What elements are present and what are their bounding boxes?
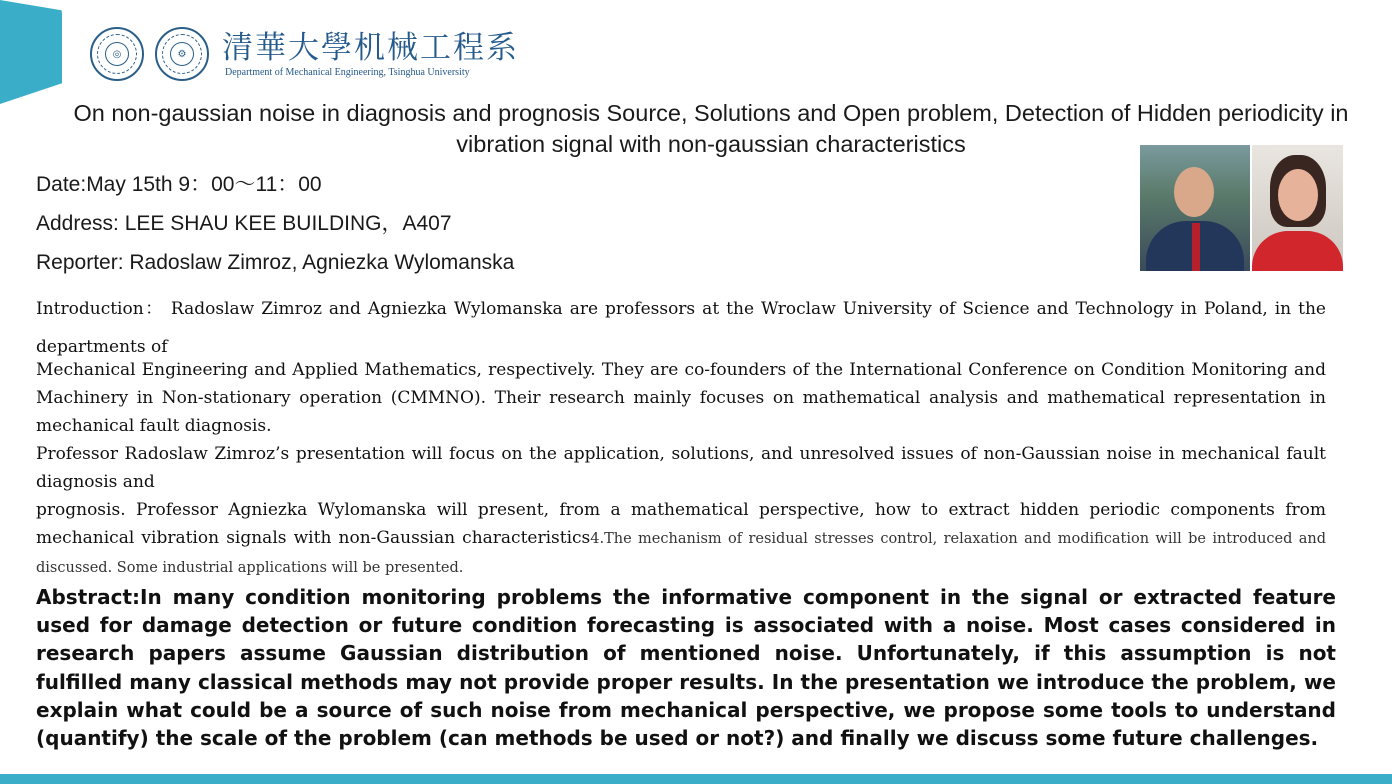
abstract: Abstract:In many condition monitoring problems the informative component in the signal or extracted feature used for damage detection or future condition forecasting is associated with a noise. Most cases considered in research papers assume Gaussian distribution of mentioned noise. Unfortunately, if this assumption is not fulfilled many classical methods may not provide proper results. In the presentation we introduce the problem, we explain what could be a source of such noise from mechanical perspective, we propose some tools to understand (quantify) the scale of the problem (can methods be used or not?) and finally we discuss some future challenges. [36, 585, 1336, 751]
speaker-photo-agniezka-wylomanska [1252, 145, 1343, 271]
event-date: Date:May 15th 9：00～11：00 [36, 173, 322, 196]
corner-decoration [0, 0, 62, 104]
introduction-paragraph: Professor Radoslaw Zimroz’s presentation will focus on the application, solutions, and unresolved issues of non-Gaussian noise in mechanical fault diagnosis and [36, 444, 1326, 492]
page-title: On non-gaussian noise in diagnosis and prognosis Source, Solutions and Open problem, Detection of Hidden periodicity in vibration signal with non-gaussian characteristics [73, 100, 1349, 157]
brand-chinese-name: 清華大學机械工程系 [222, 30, 519, 66]
photo-figure [1192, 223, 1200, 271]
department-seal-logo [155, 27, 209, 81]
brand-english-name: Department of Mechanical Engineering, Tsinghua University [225, 67, 470, 78]
introduction-extra-text: 4.The mechanism of residual stresses control, relaxation and modification will be introduced and discussed. Some industrial applications will be presented. [36, 531, 1327, 576]
photo-figure [1174, 167, 1214, 217]
photo-figure [1252, 231, 1343, 271]
event-reporter: Reporter: Radoslaw Zimroz, Agniezka Wylomanska [36, 251, 515, 274]
introduction-lead: Introduction： Radoslaw Zimroz and Agniezka Wylomanska are professors at the Wroclaw University of Science and Technology in Poland, in the departments of [36, 299, 1326, 357]
speaker-photo-radoslaw-zimroz [1140, 145, 1250, 271]
introduction-text: prognosis. Professor Agniezka Wylomanska will present, from a mathematical perspective, how to extract hidden periodic components from mechanical vibration signals with non-Gaussian characteristics [36, 500, 1326, 548]
photo-figure [1278, 169, 1318, 221]
seal-emblem-icon: ⚙ [170, 42, 194, 66]
event-address: Address: LEE SHAU KEE BUILDING，A407 [36, 212, 452, 235]
seal-emblem-icon: ◎ [105, 42, 129, 66]
footer-bar [0, 774, 1392, 784]
introduction-paragraph: Mechanical Engineering and Applied Mathematics, respectively. They are co-founders of the International Conference on Condition Monitoring and Machinery in Non-stationary operation (CMMNO). Their research mainly focuses on mathematical analysis and mathematical representation in mechanical fault diagnosis. [36, 360, 1326, 436]
introduction-paragraph [36, 496, 1326, 582]
tsinghua-seal-logo [90, 27, 144, 81]
introduction-body [36, 356, 1326, 582]
